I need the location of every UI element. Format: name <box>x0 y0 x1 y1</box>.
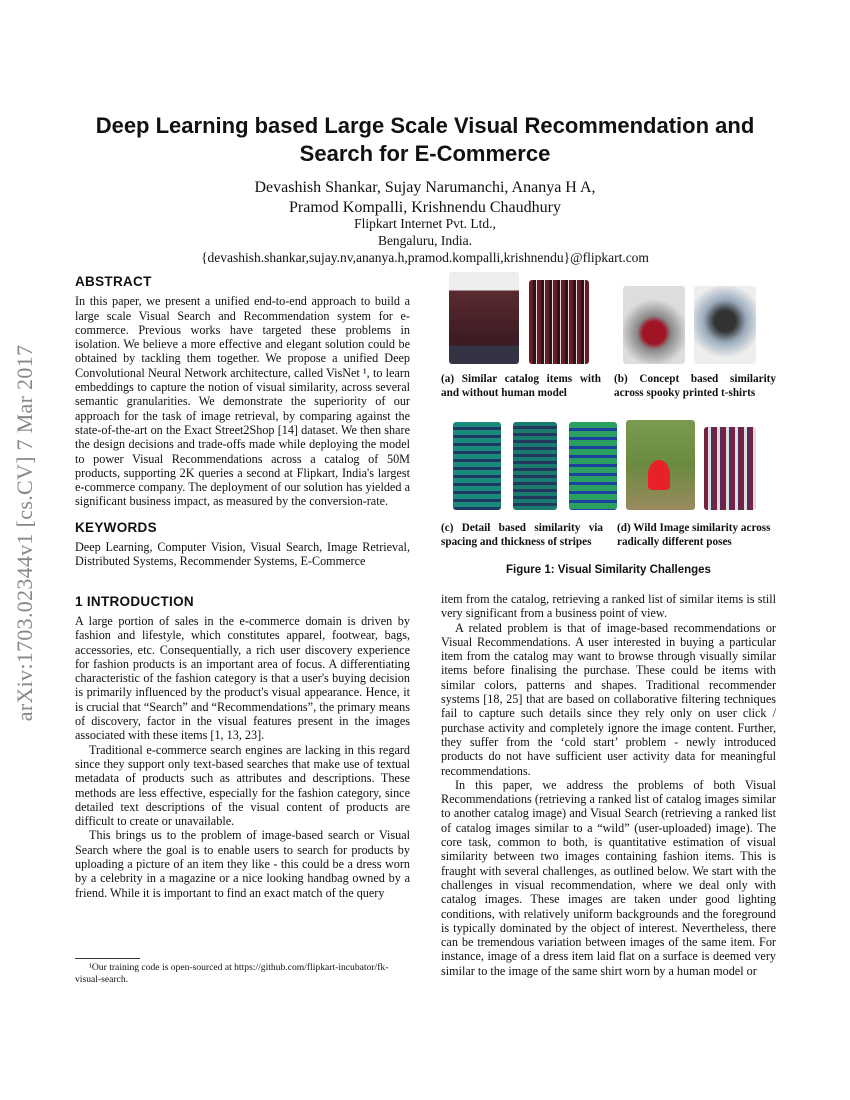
printed-tshirt-image <box>694 286 756 364</box>
abstract-text: In this paper, we present a unified end-to-end approach to build a large scale Visual Search and Recommendation system for e-commerce. Previous works have targeted these problems in isolation. We believe a more effective and elegant solution could be obtained by tackling them together. We propose a unified Deep Convolutional Neural Network architecture, called VisNet ¹, to learn embeddings to capture the notion of visual similarity, across several semantic granularities. We demonstrate the superiority of our approach for the task of image retrieval, by comparing against the state-of-the-art on the Exact Street2Shop [14] dataset. We then share the design decisions and trade-offs made while deploying the model to power Visual Recommendations across a catalog of 50M products, supporting 2K queries a second at Flipkart, India's largest e-commerce company. The deployment of our solution has yielded a significant business impact, as measured by the conversion-rate. <box>75 294 410 509</box>
footnote-rule <box>75 958 140 959</box>
printed-tshirt-image <box>623 286 685 364</box>
striped-tshirt-image <box>569 422 617 510</box>
footnote-text: ¹Our training code is open-sourced at https://github.com/flipkart-incubator/fk-visual-search. <box>75 962 389 985</box>
footnote <box>75 958 410 986</box>
authors <box>60 178 790 218</box>
affiliation-line: Flipkart Internet Pvt. Ltd., <box>354 216 496 231</box>
subcaption-c: (c) Detail based similarity via spacing and thickness of stripes <box>441 522 603 548</box>
emails: {devashish.shankar,sujay.nv,ananya.h,pramod.kompalli,krishnendu}@flipkart.com <box>201 250 649 265</box>
author-line: Devashish Shankar, Sujay Narumanchi, Ananya H A, <box>254 179 596 196</box>
body-paragraph: item from the catalog, retrieving a ranked list of similar items is still very significant from a business point of view. <box>441 592 776 621</box>
affiliation <box>60 215 790 266</box>
wild-image <box>626 420 695 510</box>
subcaption-d: (d) Wild Image similarity across radically different poses <box>617 522 771 548</box>
subcaption-a: (a) Similar catalog items with and without human model <box>441 373 601 399</box>
intro-paragraph: Traditional e-commerce search engines are lacking in this regard since they support only text-based searches that make use of textual metadata of products such as attributes and descriptions. These methods are less effective, especially for the fashion category, since detailed text descriptions of the visual content of products are difficult to create or unavailable. <box>75 742 410 829</box>
shirt-model-image <box>449 272 519 364</box>
intro-heading: 1 INTRODUCTION <box>75 593 194 609</box>
body-paragraph: In this paper, we address the problems of both Visual Recommendations (retrieving a ranked list of catalog images similar to another catalog image) and Visual Search (retrieving a ranked list of catalog images similar to a “wild” (user-uploaded) image). The core task, common to both, is quantitative estimation of visual similarity between two images containing fashion items. This is fraught with several challenges, as outlined below. We start with the challenges in visual recommendation, where we deal only with catalog images. These images are taken under good lighting conditions, with relatively uniform backgrounds and the foreground is typically dominated by the object of interest. Nevertheless, there can be tremendous variation between images of the same item. For instance, image of a dress item laid flat on a surface is deemed very similar to the image of the same shirt worn by a human model or <box>441 777 776 978</box>
striped-tshirt-image <box>513 422 557 510</box>
keywords-text: Deep Learning, Computer Vision, Visual Search, Image Retrieval, Distributed Systems, Recommender Systems, E-Commerce <box>75 540 410 569</box>
striped-tshirt-image <box>453 422 501 510</box>
abstract-heading: ABSTRACT <box>75 274 152 289</box>
intro-paragraph: A large portion of sales in the e-commerce domain is driven by fashion and lifestyle, which constitutes apparel, footwear, bags, accessories, etc. Consequentially, a rich user discovery experience for fashion products is an important area of focus. A differentiating characteristic of the fashion category is that a user's buying decision is primarily influenced by the product's visual appearance. Hence, it is crucial that “Search” and “Recommendations”, the primary means of discovery, factor in the visual features present in the images associated with these items [1, 13, 23]. <box>75 613 410 743</box>
body-paragraph: A related problem is that of image-based recommendations or Visual Recommendations. A user interested in buying a particular item from the catalog may want to browse through visually similar items before finalising the purchase. These could be items with similar colors, patterns and shapes. Traditional recommender systems [18, 25] that are based on collaborative filtering techniques fail to capture such details since they rely only on user click / purchase activity and completely ignore the image content. Further, they suffer from the ‘cold start’ problem - newly introduced products do not have sufficient user activity data for meaningful recommendations. <box>441 620 776 778</box>
paper-title: Deep Learning based Large Scale Visual Recommendation and Search for E-Commerce <box>95 113 755 166</box>
intro-paragraph: This brings us to the problem of image-based search or Visual Search where the goal is to enable users to search for products by uploading a picture of an item they like - this could be a dress worn by a celebrity in a magazine or a nice looking handbag owned by a friend. While it is important to find an exact match of the query <box>75 828 410 900</box>
affiliation-line: Bengaluru, India. <box>377 233 473 248</box>
plaid-shirt-image <box>704 427 756 510</box>
author-line: Pramod Kompalli, Krishnendu Chaudhury <box>289 199 561 216</box>
arxiv-identifier: arXiv:1703.02344v1 [cs.CV] 7 Mar 2017 <box>12 344 37 722</box>
shirt-catalog-image <box>529 280 589 364</box>
subcaption-b: (b) Concept based similarity across spooky printed t-shirts <box>614 373 776 399</box>
left-column <box>75 275 410 900</box>
figure-caption: Figure 1: Visual Similarity Challenges <box>506 564 711 576</box>
right-column <box>441 592 776 978</box>
keywords-heading: KEYWORDS <box>75 519 157 535</box>
